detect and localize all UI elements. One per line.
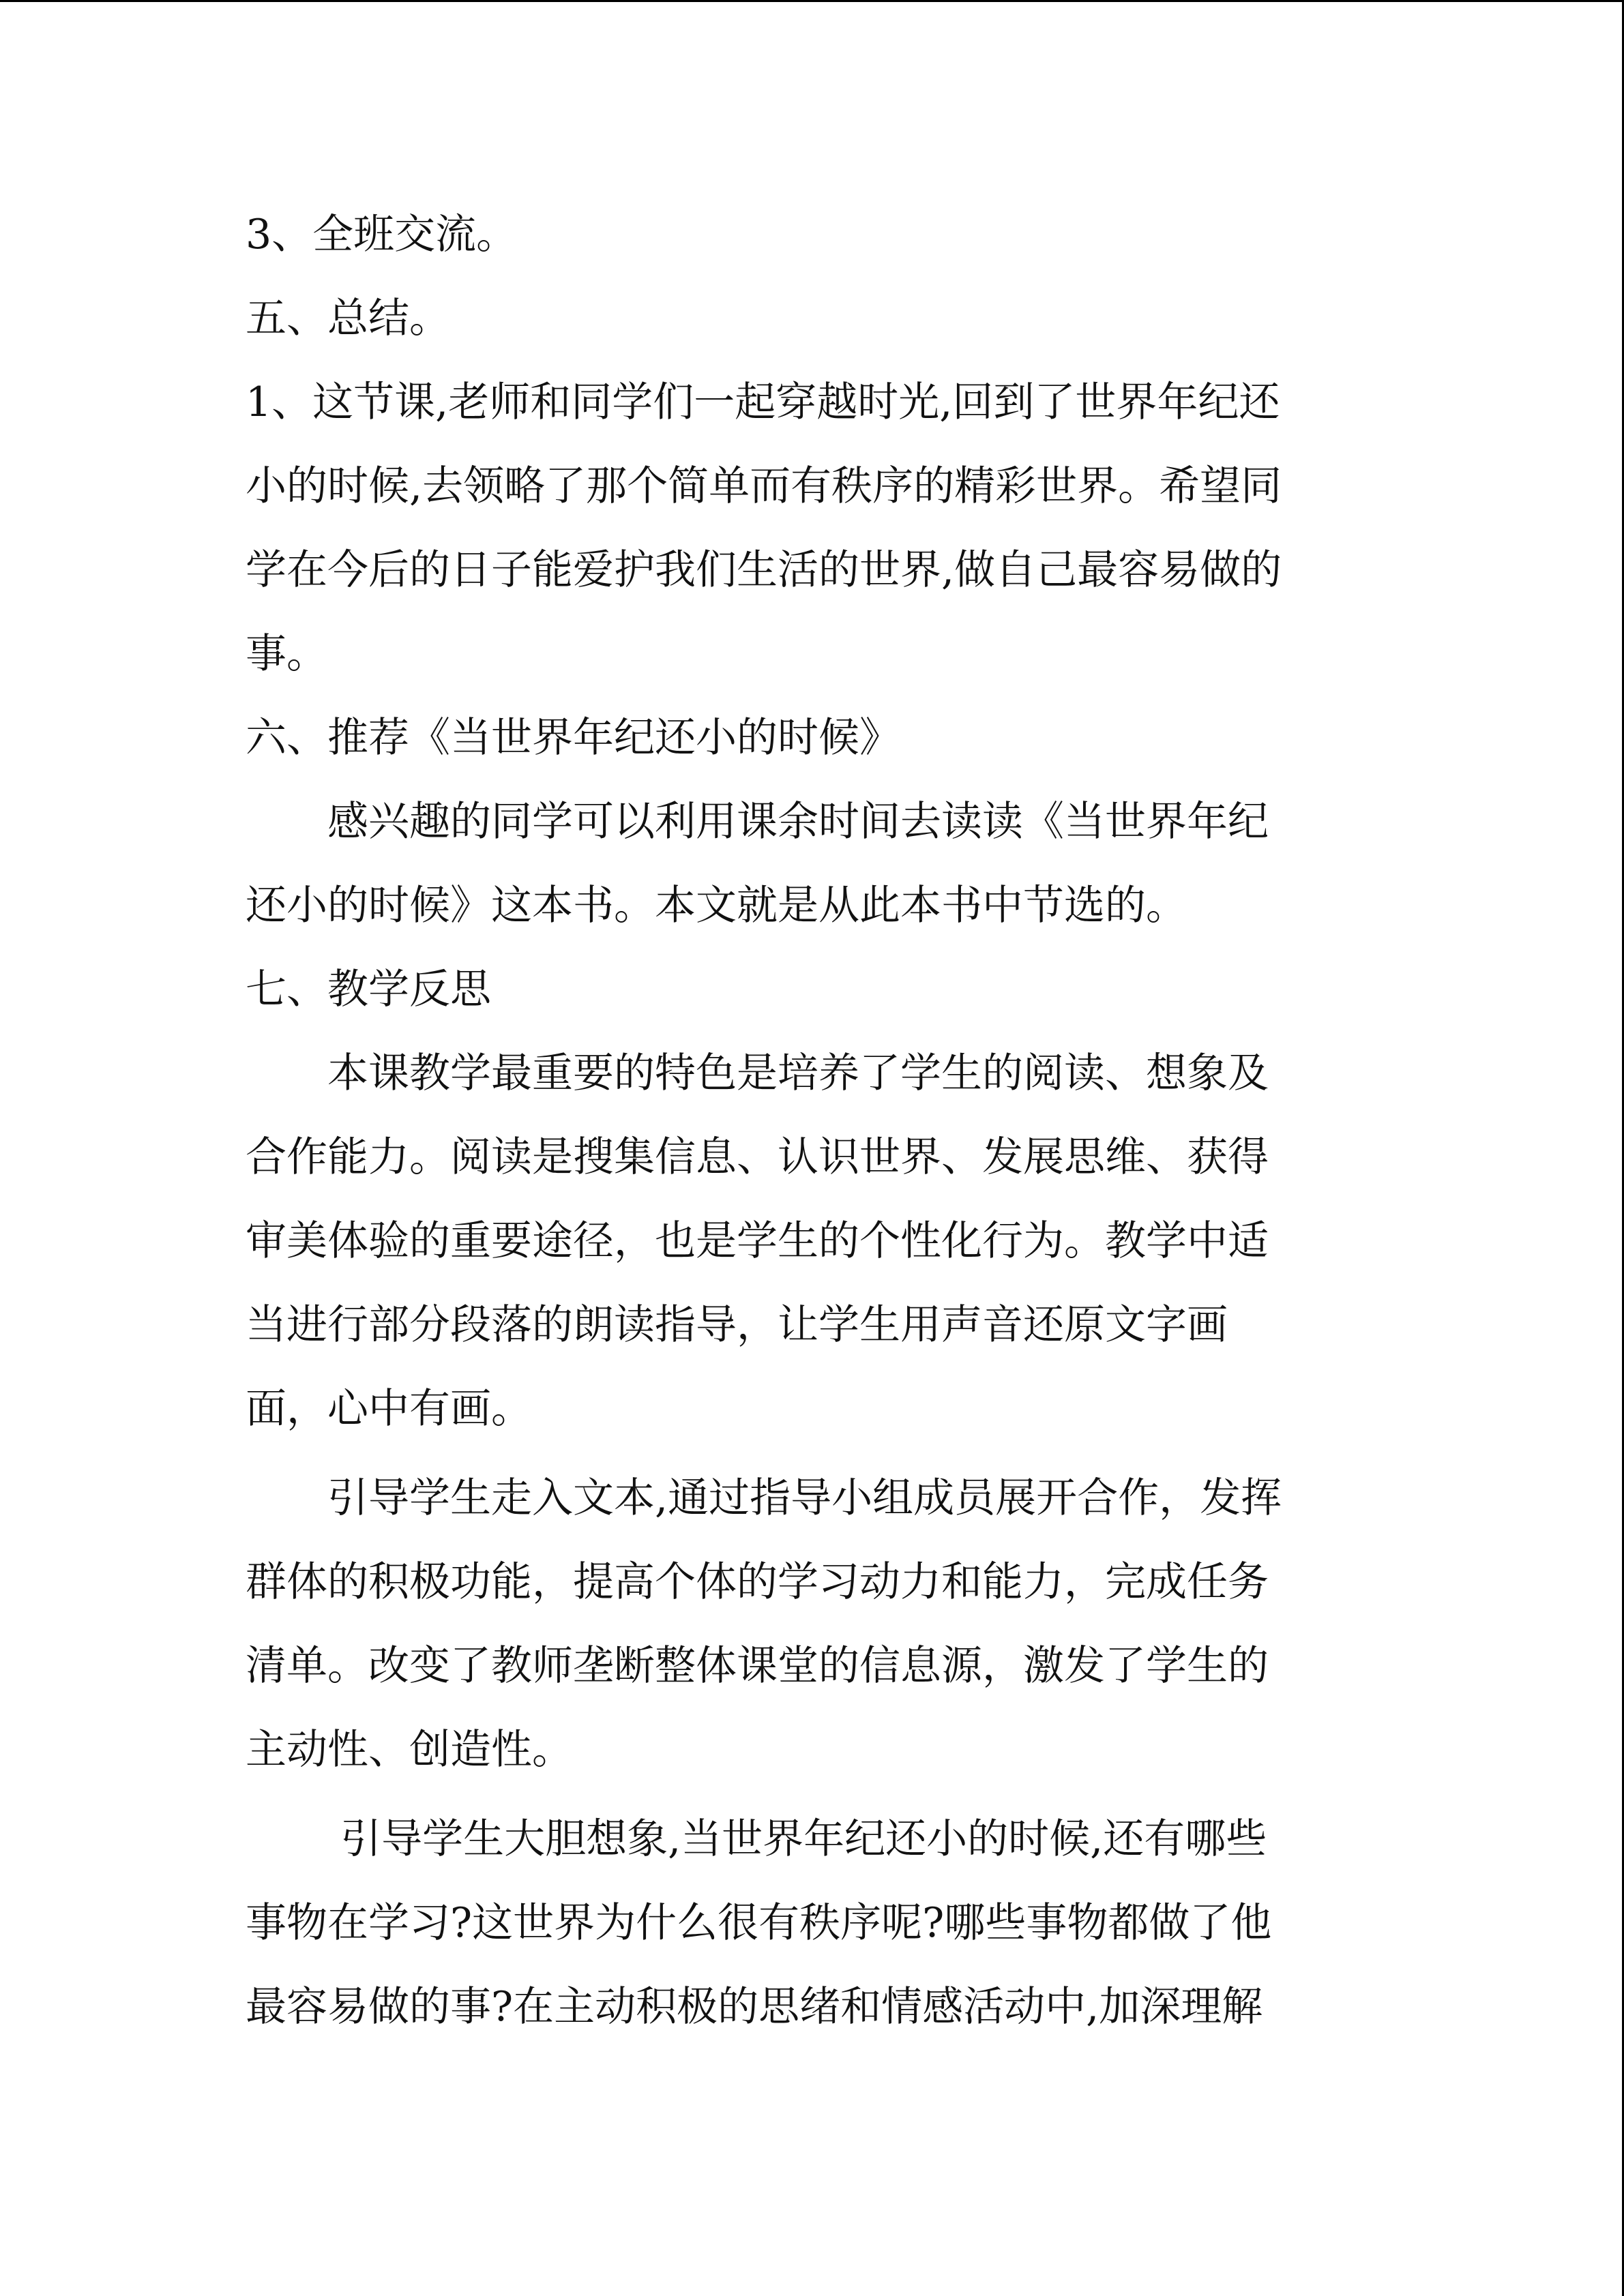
text-line: 引导学生走入文本,通过指导小组成员展开合作，发挥 xyxy=(246,1474,1282,1522)
text-line: 主动性、创造性。 xyxy=(246,1726,573,1774)
text-line: 1、这节课,老师和同学们一起穿越时光,回到了世界年纪还 xyxy=(246,378,1280,426)
section-heading: 六、推荐《当世界年纪还小的时候》 xyxy=(246,714,900,762)
text-line: 群体的积极功能，提高个体的学习动力和能力，完成任务 xyxy=(246,1558,1269,1606)
document-body xyxy=(246,193,1378,2049)
section-heading: 七、教学反思 xyxy=(246,966,491,1013)
paragraph-gap xyxy=(246,1792,1378,1798)
text-line: 合作能力。阅读是搜集信息、认识世界、发展思维、获得 xyxy=(246,1133,1269,1181)
text-line: 本课教学最重要的特色是培养了学生的阅读、想象及 xyxy=(246,1049,1269,1097)
text-line: 最容易做的事?在主动积极的思绪和情感活动中,加深理解 xyxy=(246,1983,1263,2031)
text-line: 审美体验的重要途径，也是学生的个性化行为。教学中适 xyxy=(246,1217,1269,1265)
text-line: 感兴趣的同学可以利用课余时间去读读《当世界年纪 xyxy=(246,798,1269,846)
text-line: 3、全班交流。 xyxy=(246,211,518,258)
section-heading: 五、总结。 xyxy=(246,295,450,342)
text-line: 事物在学习?这世界为什么很有秩序呢?哪些事物都做了他 xyxy=(246,1899,1272,1947)
paragraph-gap xyxy=(246,1451,1378,1457)
text-line: 当进行部分段落的朗读指导，让学生用声音还原文字画 xyxy=(246,1301,1228,1349)
text-line: 面，心中有画。 xyxy=(246,1385,532,1433)
text-line: 小的时候,去领略了那个简单而有秩序的精彩世界。希望同 xyxy=(246,462,1282,510)
text-line: 事。 xyxy=(246,630,327,678)
text-line: 清单。改变了教师垄断整体课堂的信息源，激发了学生的 xyxy=(246,1642,1269,1690)
text-line: 引导学生大胆想象,当世界年纪还小的时候,还有哪些 xyxy=(246,1815,1267,1863)
text-line: 学在今后的日子能爱护我们生活的世界,做自己最容易做的 xyxy=(246,546,1282,594)
text-line: 还小的时候》这本书。本文就是从此本书中节选的。 xyxy=(246,882,1187,929)
